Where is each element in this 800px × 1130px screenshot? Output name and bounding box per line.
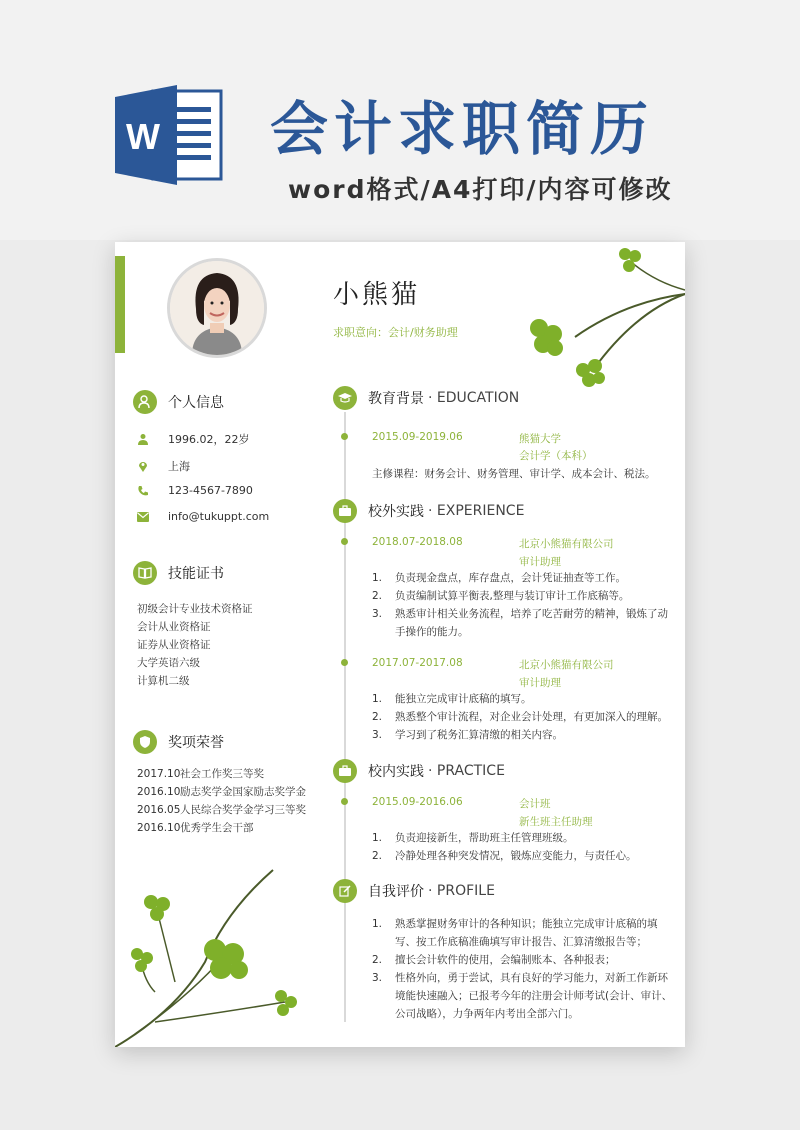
edit-icon [333,879,357,903]
job-company: 北京小熊猫有限公司 [519,659,614,671]
banner-subtitle: word格式/A4打印/内容可修改 [288,175,673,204]
award-item: 2016.10 励志奖学金国家励志奖学金 [137,786,306,798]
phone-icon [137,485,149,497]
section-awards [133,730,224,754]
email-icon [137,511,149,523]
education-major: 会计学（本科） [519,450,593,462]
graduation-cap-icon [333,386,357,410]
skill-item: 会计从业资格证 [137,621,211,633]
section-experience [333,499,524,523]
list-item: 境能快速融入；已报考今年的注册会计师考试(会计、审计、 [395,990,673,1002]
section-education [333,386,519,410]
job-duties [372,569,668,641]
award-item: 2016.10 优秀学生会干部 [137,822,254,834]
section-title-en: · EDUCATION [428,390,520,406]
candidate-name: 小熊猫 [333,280,421,310]
profile-list [372,915,672,1023]
info-birth [137,431,250,447]
section-title: 个人信息 [168,395,224,411]
job-date: 2017.07-2017.08 [372,657,463,669]
section-title: 校内实践 [368,764,424,780]
list-item: 公司战略），力争两年内考出全部六门。 [395,1008,579,1020]
section-title-en: · PROFILE [428,883,495,899]
user-icon [137,433,149,445]
section-skills [133,561,224,585]
practice-role: 新生班主任助理 [519,816,593,828]
list-item: 写、按工作底稿准确填写审计报告、汇算清缴报告等； [395,936,647,948]
list-item: 1. 负责现金盘点，库存盘点，会计凭证抽查等工作。 [372,572,626,584]
banner [0,0,800,240]
banner-title: 会计求职简历 [270,95,655,163]
location-text: 上海 [168,460,190,473]
section-title: 奖项荣誉 [168,735,224,751]
avatar-portrait-icon [170,261,264,355]
location-pin-icon [137,460,149,472]
list-item: 2. 擅长会计软件的使用，会编制账本、各种报表； [372,954,616,966]
job-company: 北京小熊猫有限公司 [519,538,614,550]
clover-decoration-icon [515,242,685,402]
section-title: 校外实践 [368,504,424,520]
job-duties [372,690,668,744]
birth-text: 1996.02，22岁 [168,433,250,446]
list-item: 3. 学习到了税务汇算清缴的相关内容。 [372,729,563,741]
education-date: 2015.09-2019.06 [372,431,463,443]
list-item: 3. 性格外向，勇于尝试，具有良好的学习能力，对新工作新环 [372,972,668,984]
list-item: 3. 熟悉审计相关业务流程，培养了吃苦耐劳的精神，锻炼了动 [372,608,668,620]
section-title-en: · EXPERIENCE [428,503,525,519]
practice-duties [372,829,637,865]
resume-page [115,242,685,1047]
phone-text: 123-4567-7890 [168,484,253,497]
job-date: 2018.07-2018.08 [372,536,463,548]
skill-item: 证券从业资格证 [137,639,211,651]
book-icon [133,561,157,585]
section-profile [333,879,495,903]
list-item: 手操作的能力。 [395,626,469,638]
list-item: 1. 负责迎接新生，帮助班主任管理班级。 [372,832,574,844]
timeline-dot [341,433,348,440]
job-intent: 求职意向：会计/财务助理 [333,326,458,339]
section-personal-info [133,390,224,414]
practice-org: 会计班 [519,798,551,810]
list-item: 1. 能独立完成审计底稿的填写。 [372,693,532,705]
info-phone [137,484,253,497]
section-title: 技能证书 [168,566,224,582]
skill-item: 计算机二级 [137,675,190,687]
accent-bar [115,256,125,353]
list-item: 2. 冷静处理各种突发情况，锻炼应变能力，与责任心。 [372,850,637,862]
info-location [137,458,190,474]
job-role: 审计助理 [519,677,561,689]
practice-date: 2015.09-2016.06 [372,796,463,808]
info-email [137,510,269,523]
award-item: 2016.05 人民综合奖学金学习三等奖 [137,804,306,816]
awards-list [137,765,306,837]
timeline-dot [341,538,348,545]
section-title-en: · PRACTICE [428,763,505,779]
bag-icon [333,759,357,783]
section-title: 自我评价 [368,884,424,900]
person-icon [133,390,157,414]
clover-decoration-icon [115,862,315,1047]
section-title: 教育背景 [368,391,424,407]
education-school: 熊猫大学 [519,433,561,445]
award-item: 2017.10 社会工作奖三等奖 [137,768,264,780]
list-item: 1. 熟悉掌握财务审计的各种知识；能独立完成审计底稿的填 [372,918,658,930]
skills-list [137,600,253,690]
job-role: 审计助理 [519,556,561,568]
education-courses: 主修课程：财务会计、财务管理、审计学、成本会计、税法。 [372,468,656,480]
section-practice [333,759,505,783]
email-text: info@tukuppt.com [168,510,270,523]
shield-icon [133,730,157,754]
briefcase-icon [333,499,357,523]
timeline-dot [341,659,348,666]
svg-text:W: W [126,116,160,157]
avatar [167,258,267,358]
word-icon [115,85,227,185]
list-item: 2. 负责编制试算平衡表,整理与装订审计工作底稿等。 [372,590,630,602]
timeline-dot [341,798,348,805]
list-item: 2. 熟悉整个审计流程，对企业会计处理，有更加深入的理解。 [372,711,668,723]
skill-item: 大学英语六级 [137,657,200,669]
skill-item: 初级会计专业技术资格证 [137,603,253,615]
